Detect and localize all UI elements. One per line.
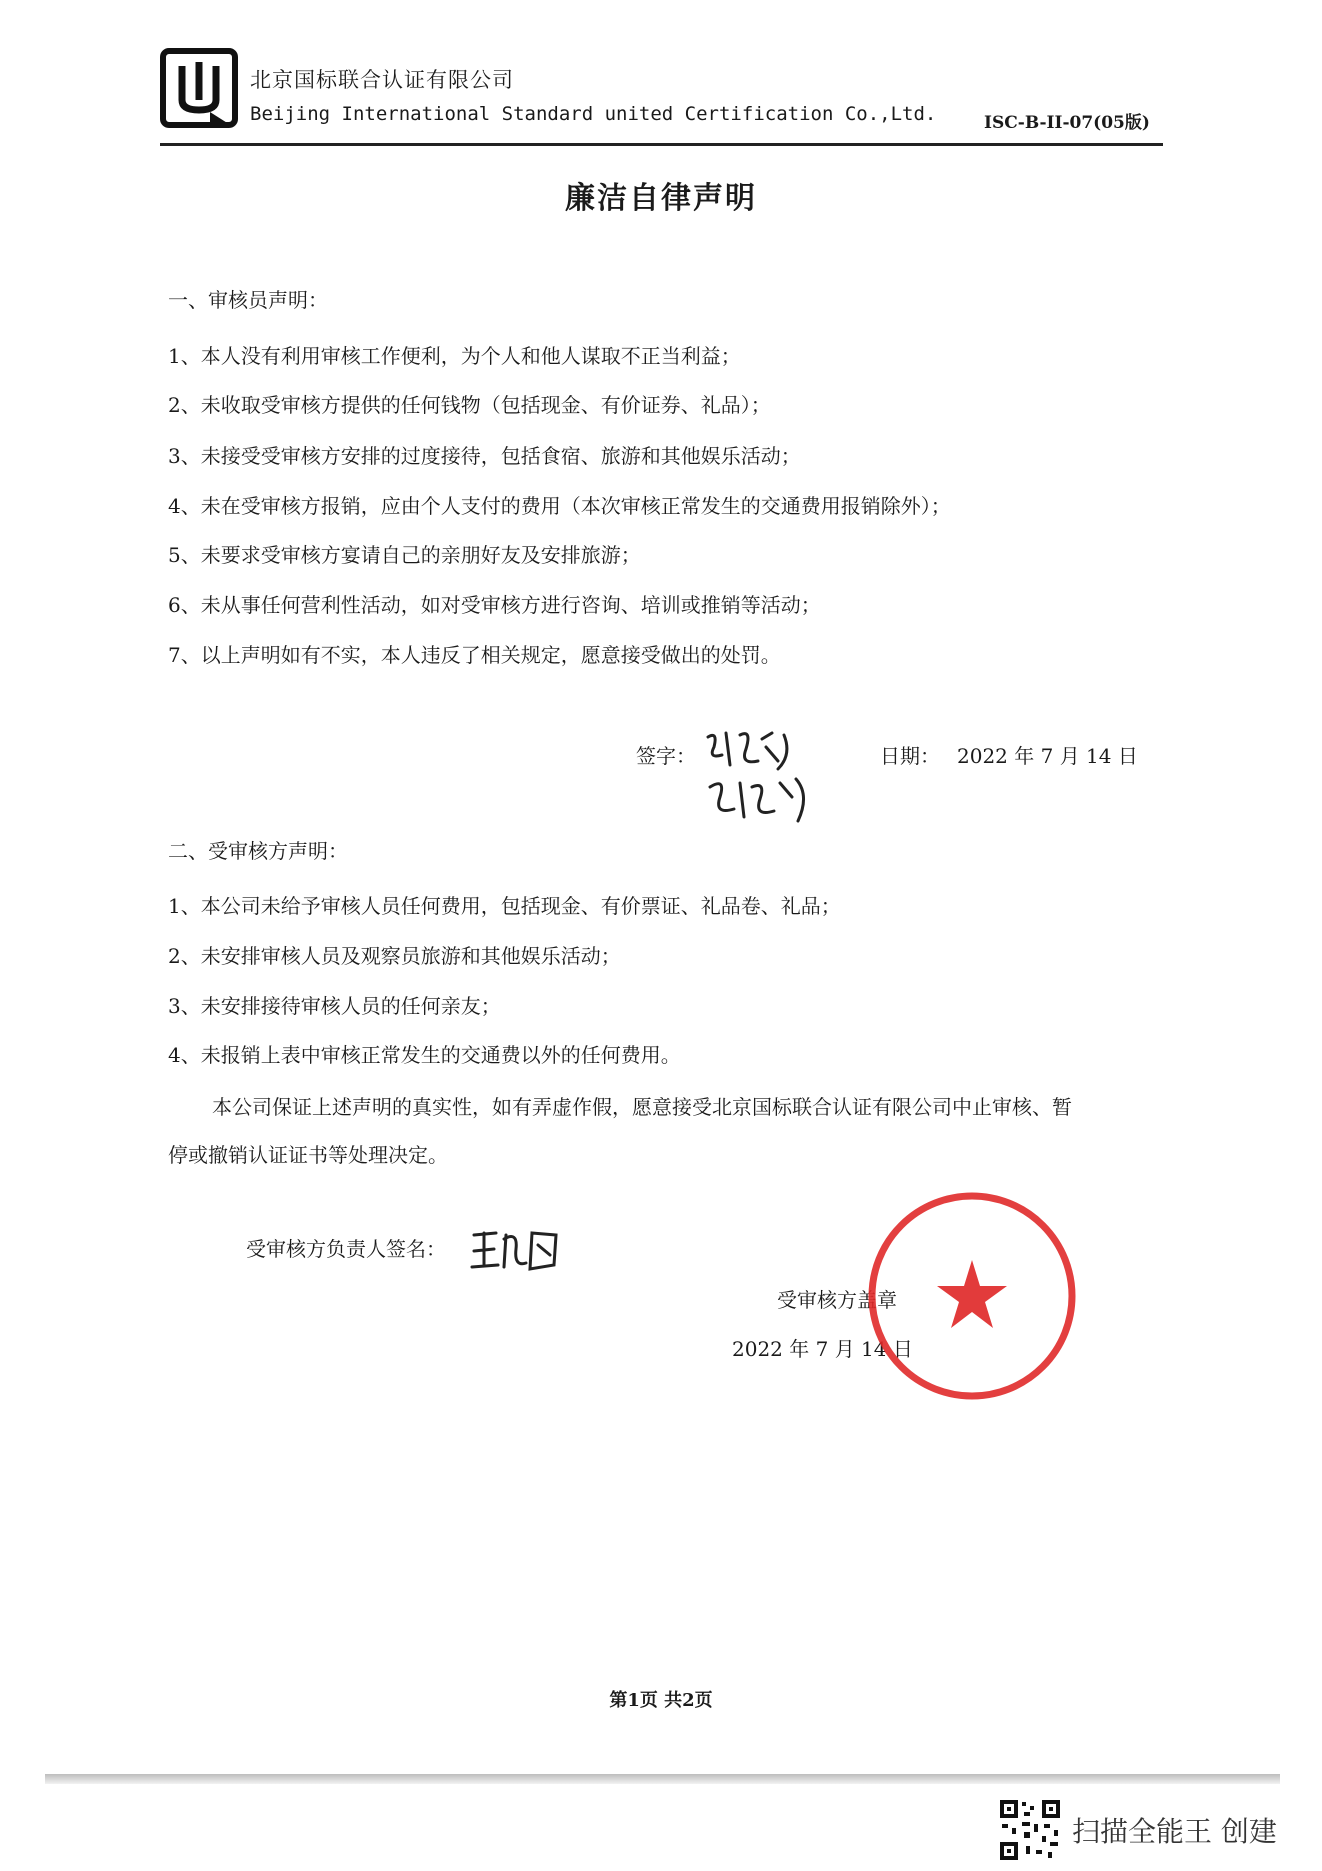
qr-code-icon <box>998 1798 1062 1862</box>
company-logo <box>160 48 238 128</box>
guarantee-text-cont: 停或撤销认证证书等处理决定。 <box>168 1143 448 1167</box>
stamp-label: 受审核方盖章 <box>777 1288 897 1312</box>
auditee-item: 1、本公司未给予审核人员任何费用，包括现金、有价票证、礼品卷、礼品； <box>168 894 841 918</box>
page-number: 第1页 共2页 <box>609 1690 713 1711</box>
header-divider <box>160 143 1163 146</box>
scanner-watermark <box>998 1800 1277 1860</box>
auditor-item: 1、本人没有利用审核工作便利，为个人和他人谋取不正当利益； <box>168 344 741 368</box>
guarantee-text: 本公司保证上述声明的真实性，如有弄虚作假，愿意接受北京国标联合认证有限公司中止审核、暂 <box>212 1095 1072 1119</box>
auditor-item: 2、未收取受审核方提供的任何钱物（包括现金、有价证券、礼品）； <box>168 393 771 417</box>
auditor-item: 4、未在受审核方报销，应由个人支付的费用（本次审核正常发生的交通费用报销除外）； <box>168 494 951 518</box>
responsible-signature <box>470 1225 560 1277</box>
auditor-item: 6、未从事任何营利性活动，如对受审核方进行咨询、培训或推销等活动； <box>168 593 821 617</box>
auditor-item: 3、未接受受审核方安排的过度接待，包括食宿、旅游和其他娱乐活动； <box>168 444 801 468</box>
auditee-item: 4、未报销上表中审核正常发生的交通费以外的任何费用。 <box>168 1043 681 1067</box>
auditee-item: 3、未安排接待审核人员的任何亲友； <box>168 994 501 1018</box>
company-seal <box>864 1188 1080 1404</box>
watermark-text: 扫描全能王 创建 <box>1072 1815 1277 1848</box>
auditor-date-label: 日期： <box>880 744 940 768</box>
document-title: 廉洁自律声明 <box>565 181 757 216</box>
auditor-section-heading: 一、审核员声明： <box>168 288 328 312</box>
auditee-item: 2、未安排审核人员及观察员旅游和其他娱乐活动； <box>168 944 621 968</box>
auditor-date: 2022 年 7 月 14 日 <box>957 744 1138 768</box>
company-name-en: Beijing International Standard united Certification Co.,Ltd. <box>250 103 937 125</box>
auditor-sign-label: 签字： <box>636 744 696 768</box>
responsible-sign-label: 受审核方负责人签名： <box>246 1237 446 1261</box>
auditor-item: 5、未要求受审核方宴请自己的亲朋好友及安排旅游； <box>168 543 641 567</box>
document-code: ISC-B-II-07(05版) <box>984 113 1150 133</box>
company-name-cn: 北京国标联合认证有限公司 <box>250 68 514 92</box>
auditor-item: 7、以上声明如有不实，本人违反了相关规定，愿意接受做出的处罚。 <box>168 643 781 667</box>
auditor-signature <box>700 725 820 835</box>
auditee-section-heading: 二、受审核方声明： <box>168 839 348 863</box>
auditee-date: 2022 年 7 月 14 日 <box>732 1337 913 1361</box>
scan-page-edge <box>45 1774 1280 1784</box>
